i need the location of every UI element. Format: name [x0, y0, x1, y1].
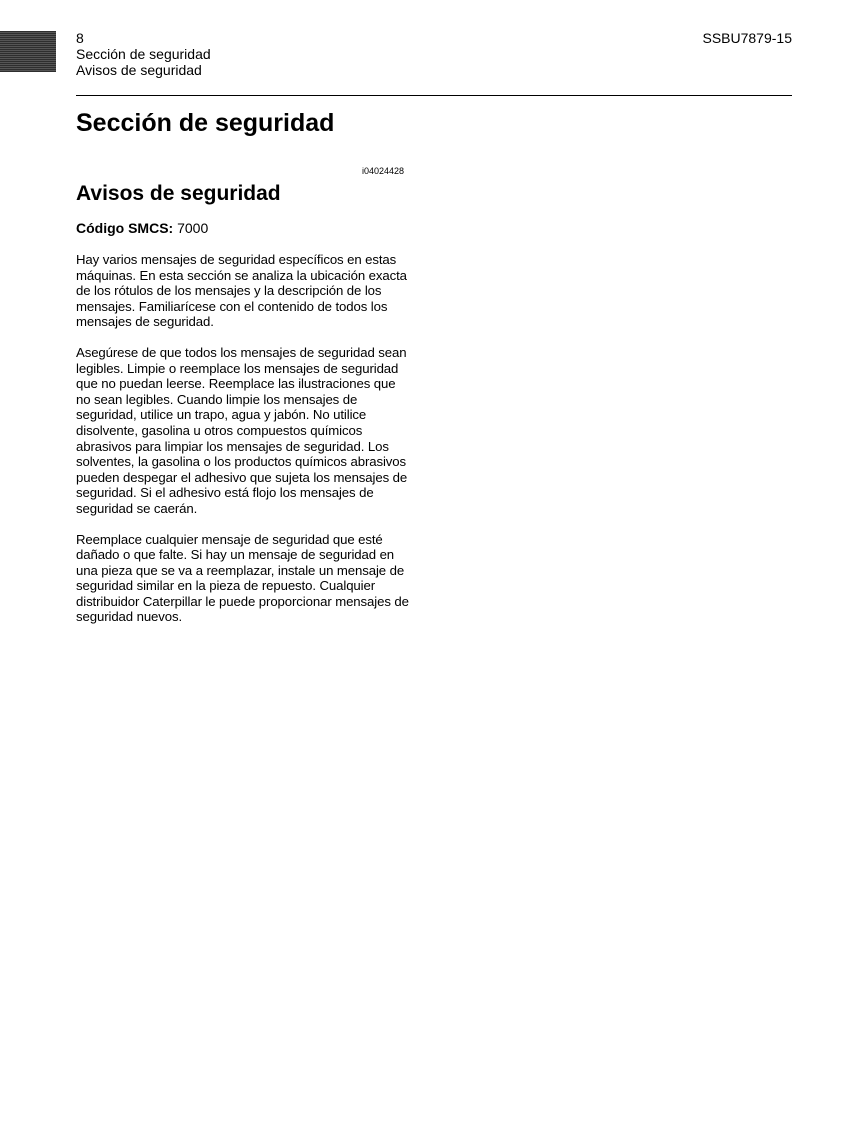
body-text	[76, 252, 410, 640]
document-id: i04024428	[362, 166, 405, 176]
smcs-code	[76, 220, 208, 237]
section-title: Sección de seguridad	[76, 109, 335, 137]
document-code: SSBU7879-15	[702, 30, 792, 46]
header-section-name: Sección de seguridad	[76, 46, 211, 62]
subsection-title: Avisos de seguridad	[76, 182, 281, 205]
header-divider	[76, 95, 792, 96]
running-header	[76, 30, 211, 78]
paragraph-1: Hay varios mensajes de seguridad específicos en estas máquinas. En esta sección se analiza la ubicación exacta de los rótulos de los mensajes y la descripción de los mensajes. Familiarícese con el contenido de todos los mensajes de seguridad.	[76, 252, 407, 330]
header-subsection-name: Avisos de seguridad	[76, 62, 202, 78]
section-tab-marker	[0, 31, 56, 72]
page-number: 8	[76, 30, 84, 46]
paragraph-3: Reemplace cualquier mensaje de seguridad que esté dañado o que falte. Si hay un mensaje de seguridad en una pieza que se va a reemplazar, instale un mensaje de seguridad similar en la pieza de repuesto. Cualquier distribuidor Caterpillar le puede proporcionar mensajes de seguridad nuevos.	[76, 531, 409, 625]
smcs-label: Código SMCS:	[76, 220, 174, 236]
smcs-value: 7000	[177, 220, 209, 236]
paragraph-2: Asegúrese de que todos los mensajes de seguridad sean legibles. Limpie o reemplace los mensajes de seguridad que no puedan leerse. Reemplace las ilustraciones que no sean legibles. Cuando limpie los mensajes de seguridad, utilice un trapo, agua y jabón. No utilice disolvente, gasolina u otros compuestos químicos abrasivos para limpiar los mensajes de seguridad. Los solventes, la gasolina o los productos químicos abrasivos pueden despegar el adhesivo que sujeta los mensajes de seguridad. Si el adhesivo está flojo los mensajes de seguridad se caerán.	[76, 344, 408, 516]
